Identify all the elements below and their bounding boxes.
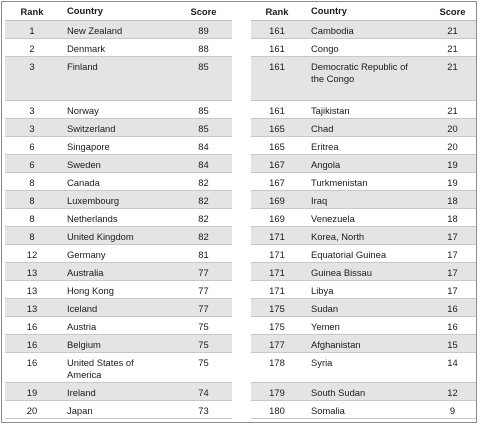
right-ranking-table [251, 2, 476, 419]
table-row [5, 263, 232, 281]
country-cell: Japan [67, 405, 93, 416]
score-cell: 89 [198, 25, 209, 36]
table-row [251, 137, 476, 155]
country-cell: Guinea Bissau [311, 267, 372, 278]
score-cell: 75 [198, 357, 209, 368]
country-cell: Belgium [67, 339, 101, 350]
table-row [251, 57, 476, 101]
rank-cell: 13 [26, 303, 38, 314]
table-header [251, 2, 476, 21]
country-cell: Canada [67, 177, 100, 188]
score-cell: 73 [198, 405, 209, 416]
table-row [251, 281, 476, 299]
table-row [251, 155, 476, 173]
country-cell: Australia [67, 267, 104, 278]
country-cell: Singapore [67, 141, 110, 152]
score-cell: 18 [447, 213, 458, 224]
rank-cell: 169 [269, 213, 285, 224]
score-cell: 20 [447, 123, 458, 134]
table-row [251, 21, 476, 39]
table-row [5, 39, 232, 57]
country-cell: Democratic Republic of the Congo [311, 61, 408, 84]
rank-cell: 16 [26, 339, 38, 350]
rank-cell: 8 [29, 177, 35, 188]
rank-cell: 3 [29, 61, 35, 72]
table-row [5, 21, 232, 39]
rank-cell: 165 [269, 141, 285, 152]
score-cell: 17 [447, 231, 458, 242]
score-cell: 17 [447, 285, 458, 296]
score-cell: 21 [447, 43, 458, 54]
rank-cell: 161 [269, 25, 285, 36]
score-cell: 85 [198, 123, 209, 134]
column-gap [232, 20, 251, 422]
country-cell: United States of America [67, 357, 134, 380]
table-row [251, 383, 476, 401]
rank-cell: 167 [269, 177, 285, 188]
table-row [5, 191, 232, 209]
table-row [251, 39, 476, 57]
country-header: Country [67, 5, 103, 17]
rank-cell: 8 [29, 195, 35, 206]
score-cell: 17 [447, 267, 458, 278]
score-cell: 21 [447, 25, 458, 36]
table-row [5, 209, 232, 227]
country-cell: Ireland [67, 387, 96, 398]
right-rows [251, 21, 476, 419]
rank-cell: 175 [269, 303, 285, 314]
rank-header: Rank [265, 5, 289, 17]
score-cell: 16 [447, 303, 458, 314]
country-cell: Congo [311, 43, 339, 54]
country-cell: New Zealand [67, 25, 123, 36]
table-row [251, 227, 476, 245]
country-cell: Germany [67, 249, 106, 260]
score-cell: 17 [447, 249, 458, 260]
rank-cell: 13 [26, 285, 38, 296]
score-cell: 84 [198, 159, 209, 170]
score-cell: 14 [447, 357, 458, 368]
table-row [5, 119, 232, 137]
rank-cell: 167 [269, 159, 285, 170]
table-row [251, 317, 476, 335]
country-cell: Tajikistan [311, 105, 350, 116]
country-cell: Switzerland [67, 123, 116, 134]
rank-cell: 177 [269, 339, 285, 350]
rank-cell: 180 [269, 405, 285, 416]
table-row [5, 299, 232, 317]
score-cell: 85 [198, 61, 209, 72]
country-header: Country [311, 5, 347, 17]
score-cell: 77 [198, 267, 209, 278]
country-cell: South Sudan [311, 387, 366, 398]
score-cell: 82 [198, 177, 209, 188]
score-cell: 21 [447, 61, 458, 72]
left-ranking-table [5, 2, 232, 419]
rank-cell: 20 [26, 405, 38, 416]
score-cell: 9 [449, 405, 456, 416]
table-row [5, 317, 232, 335]
table-row [251, 263, 476, 281]
score-cell: 74 [198, 387, 209, 398]
score-cell: 15 [447, 339, 458, 350]
country-cell: Equatorial Guinea [311, 249, 387, 260]
score-cell: 75 [198, 339, 209, 350]
rank-cell: 171 [269, 231, 285, 242]
country-cell: Norway [67, 105, 99, 116]
table-row [5, 383, 232, 401]
table-row [251, 245, 476, 263]
rank-cell: 165 [269, 123, 285, 134]
country-cell: Korea, North [311, 231, 365, 242]
table-row [5, 245, 232, 263]
rank-cell: 2 [29, 43, 35, 54]
rank-cell: 171 [269, 267, 285, 278]
table-row [251, 119, 476, 137]
rank-header: Rank [20, 5, 44, 17]
rank-cell: 171 [269, 285, 285, 296]
table-row [5, 335, 232, 353]
country-cell: Finland [67, 61, 98, 72]
country-cell: Sudan [311, 303, 339, 314]
score-cell: 21 [447, 105, 458, 116]
table-row [251, 191, 476, 209]
score-cell: 85 [198, 105, 209, 116]
score-cell: 77 [198, 303, 209, 314]
score-cell: 16 [447, 321, 458, 332]
score-cell: 84 [198, 141, 209, 152]
table-row [251, 101, 476, 119]
country-cell: Netherlands [67, 213, 118, 224]
score-cell: 82 [198, 231, 209, 242]
table-row [5, 137, 232, 155]
rank-cell: 16 [26, 357, 38, 368]
table-row [251, 353, 476, 383]
rank-cell: 19 [26, 387, 38, 398]
rank-cell: 16 [26, 321, 38, 332]
country-cell: Cambodia [311, 25, 354, 36]
rank-cell: 175 [269, 321, 285, 332]
score-cell: 77 [198, 285, 209, 296]
score-cell: 19 [447, 177, 458, 188]
rank-cell: 6 [29, 159, 35, 170]
score-cell: 18 [447, 195, 458, 206]
rank-cell: 13 [26, 267, 38, 278]
table-row [5, 173, 232, 191]
rank-cell: 3 [29, 123, 35, 134]
score-header: Score [439, 5, 466, 17]
table-row [251, 173, 476, 191]
country-cell: United Kingdom [67, 231, 134, 242]
country-cell: Sweden [67, 159, 101, 170]
country-cell: Iceland [67, 303, 98, 314]
table-row [5, 401, 232, 419]
table-row [251, 209, 476, 227]
score-cell: 12 [447, 387, 458, 398]
country-cell: Denmark [67, 43, 106, 54]
table-row [251, 335, 476, 353]
rank-cell: 1 [29, 25, 35, 36]
country-cell: Luxembourg [67, 195, 120, 206]
country-cell: Chad [311, 123, 334, 134]
score-cell: 81 [198, 249, 209, 260]
score-cell: 88 [198, 43, 209, 54]
score-cell: 19 [447, 159, 458, 170]
table-row [5, 227, 232, 245]
rank-cell: 8 [29, 213, 35, 224]
rank-cell: 161 [269, 61, 285, 72]
country-cell: Somalia [311, 405, 345, 416]
rank-cell: 171 [269, 249, 285, 260]
score-cell: 82 [198, 195, 209, 206]
table-row [5, 101, 232, 119]
rank-cell: 161 [269, 105, 285, 116]
table-header [5, 2, 232, 21]
table-row [5, 281, 232, 299]
table-row [5, 353, 232, 383]
country-cell: Angola [311, 159, 341, 170]
country-cell: Austria [67, 321, 97, 332]
rank-cell: 8 [29, 231, 35, 242]
rank-cell: 169 [269, 195, 285, 206]
score-cell: 82 [198, 213, 209, 224]
score-cell: 20 [447, 141, 458, 152]
rank-cell: 6 [29, 141, 35, 152]
country-cell: Syria [311, 357, 333, 368]
country-cell: Turkmenistan [311, 177, 368, 188]
country-cell: Libya [311, 285, 334, 296]
rank-cell: 3 [29, 105, 35, 116]
ranking-table-frame [1, 1, 477, 423]
country-cell: Afghanistan [311, 339, 361, 350]
table-row [251, 401, 476, 419]
country-cell: Hong Kong [67, 285, 114, 296]
rank-cell: 178 [269, 357, 285, 368]
table-row [5, 155, 232, 173]
score-cell: 75 [198, 321, 209, 332]
rank-cell: 161 [269, 43, 285, 54]
country-cell: Venezuela [311, 213, 355, 224]
table-row [251, 299, 476, 317]
rank-cell: 12 [26, 249, 38, 260]
rank-cell: 179 [269, 387, 285, 398]
country-cell: Eritrea [311, 141, 339, 152]
country-cell: Iraq [311, 195, 328, 206]
country-cell: Yemen [311, 321, 340, 332]
table-row [5, 57, 232, 101]
score-header: Score [190, 5, 217, 17]
left-rows [5, 21, 232, 419]
